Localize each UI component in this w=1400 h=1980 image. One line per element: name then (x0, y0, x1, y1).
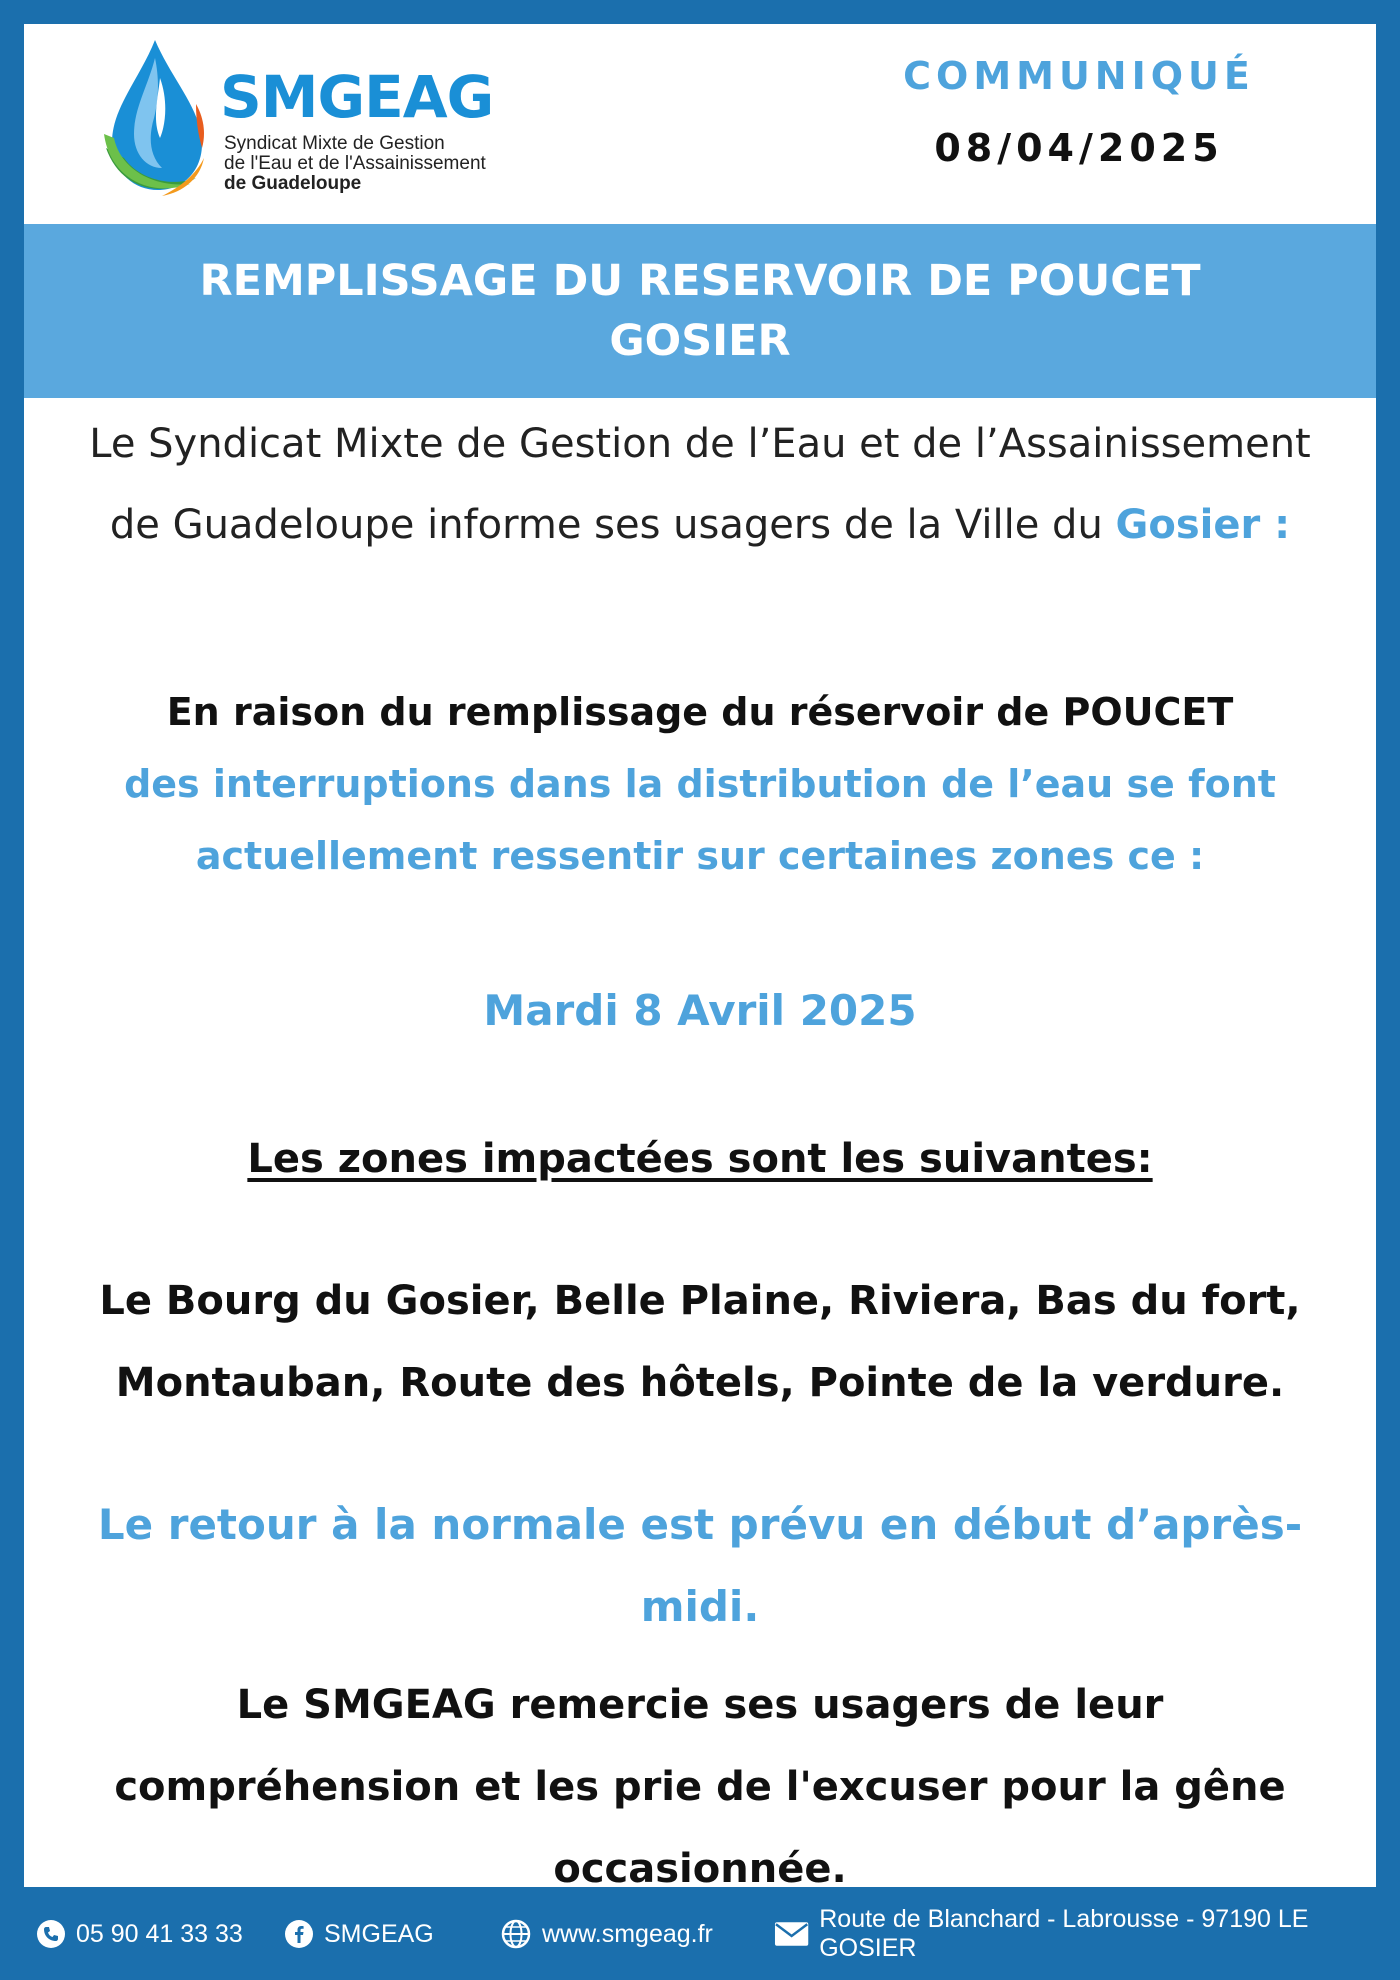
footer-address[interactable] (774, 1888, 1400, 1980)
globe-icon (500, 1918, 532, 1950)
intro-paragraph (64, 404, 1336, 566)
intro-highlight: Gosier : (1115, 502, 1291, 548)
brand-subtitle-line: Syndicat Mixte de Gestion (224, 133, 445, 154)
zones-list (64, 1260, 1336, 1424)
zones-heading (64, 1136, 1336, 1182)
zones-line: Montauban, Route des hôtels, Pointe de la verdure. (115, 1360, 1285, 1406)
zones-heading-text: Les zones impactées sont les suivantes: (247, 1136, 1153, 1182)
intro-text: Le Syndicat Mixte de Gestion de l’Eau et de l’Assainissement de Guadeloupe informe ses usagers de la Ville du (89, 421, 1311, 548)
brand-subtitle-line: de l'Eau et de l'Assainissement (224, 153, 486, 174)
footer-address-text: Route de Blanchard - Labrousse - 97190 LE GOSIER (819, 1905, 1309, 1962)
reason-line: actuellement ressentir sur certaines zones ce : (195, 834, 1205, 878)
zones-line: Le Bourg du Gosier, Belle Plaine, Riviera, Bas du fort, (99, 1278, 1301, 1324)
header (24, 24, 1376, 222)
title-banner (24, 224, 1376, 398)
banner-title-line: GOSIER (609, 316, 791, 366)
water-drop-logo-icon (100, 38, 210, 198)
facebook-icon (284, 1919, 314, 1949)
footer-website[interactable] (500, 1888, 713, 1980)
footer (0, 1888, 1400, 1980)
thanks-line: compréhension et les prie de l'excuser pour la gêne (114, 1764, 1286, 1810)
reason-paragraph (64, 676, 1336, 892)
communique-card (24, 24, 1376, 1887)
communique-block (884, 54, 1274, 170)
return-notice: Le retour à la normale est prévu en début d’après-midi. (97, 1500, 1303, 1631)
smgeag-logo (100, 38, 520, 198)
brand-subtitle (224, 134, 524, 194)
footer-phone-text: 05 90 41 33 33 (76, 1919, 243, 1948)
footer-facebook-text: SMGEAG (324, 1919, 434, 1948)
footer-facebook[interactable] (284, 1888, 434, 1980)
banner-title-line: REMPLISSAGE DU RESERVOIR DE POUCET (199, 256, 1201, 306)
reason-line: des interruptions dans la distribution de l’eau se font (124, 762, 1276, 806)
footer-website-text: www.smgeag.fr (542, 1919, 713, 1948)
mail-icon (774, 1921, 809, 1947)
brand-subtitle-line: de Guadeloupe (224, 173, 362, 194)
thanks-line: Le SMGEAG remercie ses usagers de leur (236, 1682, 1164, 1728)
thanks-paragraph (64, 1664, 1336, 1887)
communique-date: 08/04/2025 (934, 126, 1224, 170)
brand-name: SMGEAG (220, 63, 494, 131)
communique-label: COMMUNIQUÉ (903, 54, 1255, 98)
phone-icon (36, 1919, 66, 1949)
thanks-line: occasionnée. (553, 1846, 847, 1887)
footer-phone[interactable] (36, 1888, 243, 1980)
event-date: Mardi 8 Avril 2025 (483, 986, 917, 1035)
reason-line: En raison du remplissage du réservoir de POUCET (166, 690, 1234, 734)
